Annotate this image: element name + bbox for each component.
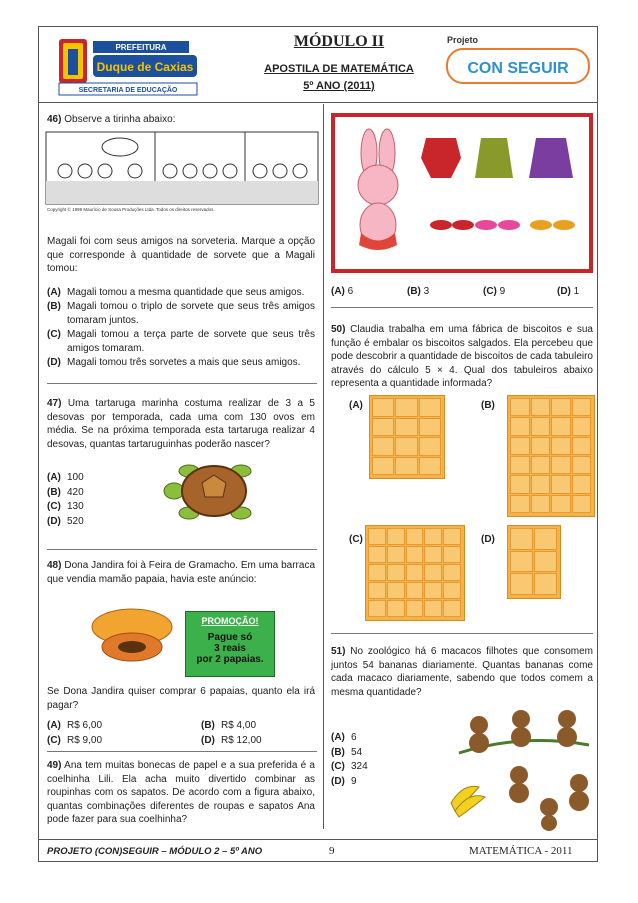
biscuit xyxy=(510,528,533,550)
biscuit xyxy=(551,456,571,474)
svg-text:Copyright © 1999 Maurício de S: Copyright © 1999 Maurício de Sousa Produções Ltda. Todos os direitos reservados. xyxy=(47,207,215,212)
papaya-illustration xyxy=(87,599,177,669)
tray-d[interactable] xyxy=(507,525,561,599)
biscuit xyxy=(372,457,394,476)
biscuit xyxy=(372,437,394,456)
separator xyxy=(331,633,593,634)
biscuit xyxy=(551,475,571,493)
biscuit xyxy=(534,551,557,573)
biscuit xyxy=(510,475,530,493)
worksheet-page xyxy=(38,26,598,862)
svg-text:PREFEITURA: PREFEITURA xyxy=(115,43,167,52)
svg-text:Duque de Caxias: Duque de Caxias xyxy=(96,60,194,74)
biscuit xyxy=(387,600,405,617)
tray-d-label: (D) xyxy=(481,534,495,545)
option-a[interactable]: (A) R$ 6,00 xyxy=(47,720,103,731)
question-text: Magali foi com seus amigos na sorveteria. Marque a opção que corresponde à quantidade de sorvete que a Magali tomou: xyxy=(47,236,315,274)
question-47: 47) Uma tartaruga marinha costuma realizar de 3 a 5 desovas por temporada, cada uma com 130 ovos em média. Se na próxima temporada esta tartaruga realizar 4 desovas, quantas tartaruguinhas poderão nascer? xyxy=(47,398,315,450)
biscuit xyxy=(395,437,417,456)
option-a[interactable]: (A) 100 xyxy=(47,472,84,483)
biscuit xyxy=(572,417,592,435)
biscuit xyxy=(406,528,424,545)
tray-b-label: (B) xyxy=(481,400,495,411)
biscuit xyxy=(510,437,530,455)
question-51: 51) No zoológico há 6 macacos filhotes que consomem juntos 54 bananas diariamente. Quantas bananas come cada macaco diariamente, sabendo que todos comem a mesma quantidade? xyxy=(331,646,593,698)
biscuit xyxy=(387,528,405,545)
option-d[interactable]: (D) Magali tomou três sorvetes a mais que seus amigos. xyxy=(47,357,301,368)
biscuit xyxy=(443,564,461,581)
biscuit xyxy=(395,418,417,437)
question-48-options-right xyxy=(201,719,311,748)
option-c[interactable]: (C) Magali tomou a terça parte de sorvete que seus três amigos tomaram. xyxy=(47,329,315,354)
option-c[interactable]: (C) 130 xyxy=(47,501,84,512)
biscuit xyxy=(406,600,424,617)
biscuit xyxy=(406,546,424,563)
biscuit xyxy=(387,564,405,581)
biscuit xyxy=(551,437,571,455)
option-a[interactable]: (A) 6 xyxy=(331,286,354,297)
question-48-body xyxy=(47,685,315,712)
biscuit xyxy=(531,417,551,435)
biscuit xyxy=(510,456,530,474)
biscuit xyxy=(368,546,386,563)
prefeitura-logo xyxy=(53,33,203,97)
option-d[interactable]: (D) 9 xyxy=(331,775,357,787)
option-b[interactable]: (B) 54 xyxy=(331,746,363,758)
question-prompt: Observe a tirinha abaixo: xyxy=(64,114,176,125)
biscuit xyxy=(372,398,394,417)
question-text: Uma tartaruga marinha costuma realizar de 3 a 5 desovas por temporada, cada uma com 130 ovos em média. Se na próxima temporada esta tartaruga realizar 4 desovas, quantas tartaruguinhas poderão nascer? xyxy=(47,398,315,450)
option-c[interactable]: (C) R$ 9,00 xyxy=(47,734,103,746)
question-49: 49) Ana tem muitas bonecas de papel e a sua preferida é a coelhinha Lili. Ela acha muito divertido combinar as roupinhas com os sapatos. De acordo com a figura abaixo, quantas combinações diferentes de roupas e sapatos Ana pode fazer para sua coelhinha? xyxy=(47,760,315,825)
biscuit xyxy=(551,495,571,513)
biscuit xyxy=(419,398,441,417)
question-51-options xyxy=(331,731,391,789)
biscuit xyxy=(395,457,417,476)
biscuit xyxy=(387,582,405,599)
biscuit xyxy=(510,551,533,573)
question-text: Ana tem muitas bonecas de papel e a sua preferida é a coelhinha Lili. Ela acha muito divertido combinar as roupinhas com os sapatos. De acordo com a figura abaixo, quantas combinações diferentes de roupas e sapatos Ana pode fazer para sua coelhinha? xyxy=(47,760,315,825)
biscuit xyxy=(368,600,386,617)
separator xyxy=(47,549,317,550)
bunny-dressup-figure xyxy=(331,113,593,273)
biscuit xyxy=(424,528,442,545)
biscuit xyxy=(387,546,405,563)
biscuit xyxy=(510,417,530,435)
footer-subject: MATEMÁTICA - 2011 xyxy=(469,845,573,857)
biscuit xyxy=(572,437,592,455)
question-50: 50) Claudia trabalha em uma fábrica de biscoitos e sua função é embalar os biscoitos salgados. Ela percebeu que pode descobrir a quantidade de biscoitos de cada tabuleiro através do cálculo 5 × 4. Qual dos tabuleiros abaixo representa a quantidade informada? xyxy=(331,324,593,389)
option-c[interactable]: (C) 324 xyxy=(331,761,368,772)
booklet-subtitle: APOSTILA DE MATEMÁTICA xyxy=(264,63,414,75)
tray-c[interactable] xyxy=(365,525,465,621)
svg-text:Projeto: Projeto xyxy=(447,35,479,45)
biscuit xyxy=(424,600,442,617)
biscuit xyxy=(419,457,441,476)
question-number: 46) xyxy=(47,114,62,125)
page-header xyxy=(39,27,597,103)
module-title: MÓDULO II xyxy=(293,33,385,50)
biscuit xyxy=(395,398,417,417)
biscuit xyxy=(372,418,394,437)
biscuit xyxy=(424,546,442,563)
question-48-options-left xyxy=(47,719,177,748)
biscuit xyxy=(572,398,592,416)
option-a[interactable]: (A) 6 xyxy=(331,732,357,743)
biscuit xyxy=(368,582,386,599)
magali-comic-strip xyxy=(45,131,319,213)
column-divider xyxy=(323,104,324,829)
biscuit xyxy=(406,564,424,581)
option-b[interactable]: (B) Magali tomou o triplo de sorvete que seus três amigos tomaram juntos. xyxy=(47,301,315,326)
page-number: 9 xyxy=(329,845,335,857)
biscuit xyxy=(424,564,442,581)
option-a[interactable]: (A) Magali tomou a mesma quantidade que seus amigos. xyxy=(47,286,305,298)
option-d[interactable]: (D) 520 xyxy=(47,515,84,527)
option-b[interactable]: (B) 3 xyxy=(407,286,430,297)
question-47-options xyxy=(47,471,127,529)
biscuit xyxy=(534,528,557,550)
turtle-illustration xyxy=(159,451,259,531)
question-text: No zoológico há 6 macacos filhotes que consomem juntos 54 bananas diariamente. Quantas bananas come cada macaco diariamente, sabendo que todos comem a mesma quantidade? xyxy=(331,646,593,698)
conseguir-logo xyxy=(443,31,593,93)
option-b[interactable]: (B) 420 xyxy=(47,486,84,498)
biscuit xyxy=(443,528,461,545)
option-d[interactable]: (D) R$ 12,00 xyxy=(201,734,262,746)
question-text: Se Dona Jandira quiser comprar 6 papaias, quanto ela irá pagar? xyxy=(47,686,315,711)
separator xyxy=(47,751,317,752)
tray-b[interactable] xyxy=(507,395,595,517)
biscuit xyxy=(510,573,533,595)
biscuit xyxy=(443,546,461,563)
separator xyxy=(331,307,593,308)
biscuit xyxy=(531,398,551,416)
question-48: 48) Dona Jandira foi à Feira de Gramacho. Em uma barraca que vendia mamão papaia, havia este anúncio: xyxy=(47,560,316,585)
svg-text:CON SEGUIR: CON SEGUIR xyxy=(467,60,569,77)
biscuit xyxy=(531,475,551,493)
option-c[interactable]: (C) 9 xyxy=(483,286,506,297)
question-46 xyxy=(47,113,315,127)
biscuit xyxy=(551,398,571,416)
biscuit xyxy=(531,437,551,455)
biscuit xyxy=(531,456,551,474)
question-text: Claudia trabalha em uma fábrica de biscoitos e sua função é embalar os biscoitos salgados. Ela percebeu que pode descobrir a quantidade de biscoitos de cada tabuleiro através do cálculo 5 × 4. Qual dos tabuleiros abaixo representa a quantidade informada? xyxy=(331,324,593,389)
question-text: Dona Jandira foi à Feira de Gramacho. Em uma barraca que vendia mamão papaia, havia este anúncio: xyxy=(47,560,316,585)
question-49-options xyxy=(331,285,593,299)
biscuit xyxy=(368,564,386,581)
grade-year: 5º ANO (2011) xyxy=(303,80,375,92)
page-footer xyxy=(39,839,597,861)
option-d[interactable]: (D) 1 xyxy=(557,286,580,297)
separator xyxy=(47,383,317,384)
biscuit xyxy=(419,437,441,456)
biscuit xyxy=(572,475,592,493)
biscuit xyxy=(551,417,571,435)
biscuit xyxy=(443,582,461,599)
biscuit xyxy=(510,398,530,416)
monkeys-bananas-illustration xyxy=(449,703,597,833)
biscuit xyxy=(534,573,557,595)
promo-sign: PROMOÇÃO! Pague só 3 reais por 2 papaias. xyxy=(185,611,275,677)
biscuit xyxy=(531,495,551,513)
biscuit xyxy=(406,582,424,599)
biscuit xyxy=(424,582,442,599)
tray-c-label: (C) xyxy=(349,534,363,545)
biscuit xyxy=(368,528,386,545)
biscuit xyxy=(572,495,592,513)
biscuit xyxy=(443,600,461,617)
papaya-ad xyxy=(47,591,315,681)
biscuit xyxy=(510,495,530,513)
tray-a[interactable] xyxy=(369,395,445,479)
biscuit xyxy=(572,456,592,474)
tray-a-label: (A) xyxy=(349,400,363,411)
biscuit xyxy=(419,418,441,437)
option-b[interactable]: (B) R$ 4,00 xyxy=(201,720,257,731)
footer-project: PROJETO (CON)SEGUIR – MÓDULO 2 – 5º ANO xyxy=(47,846,263,857)
svg-text:SECRETARIA DE EDUCAÇÃO: SECRETARIA DE EDUCAÇÃO xyxy=(78,87,178,94)
question-46-body xyxy=(47,235,315,371)
